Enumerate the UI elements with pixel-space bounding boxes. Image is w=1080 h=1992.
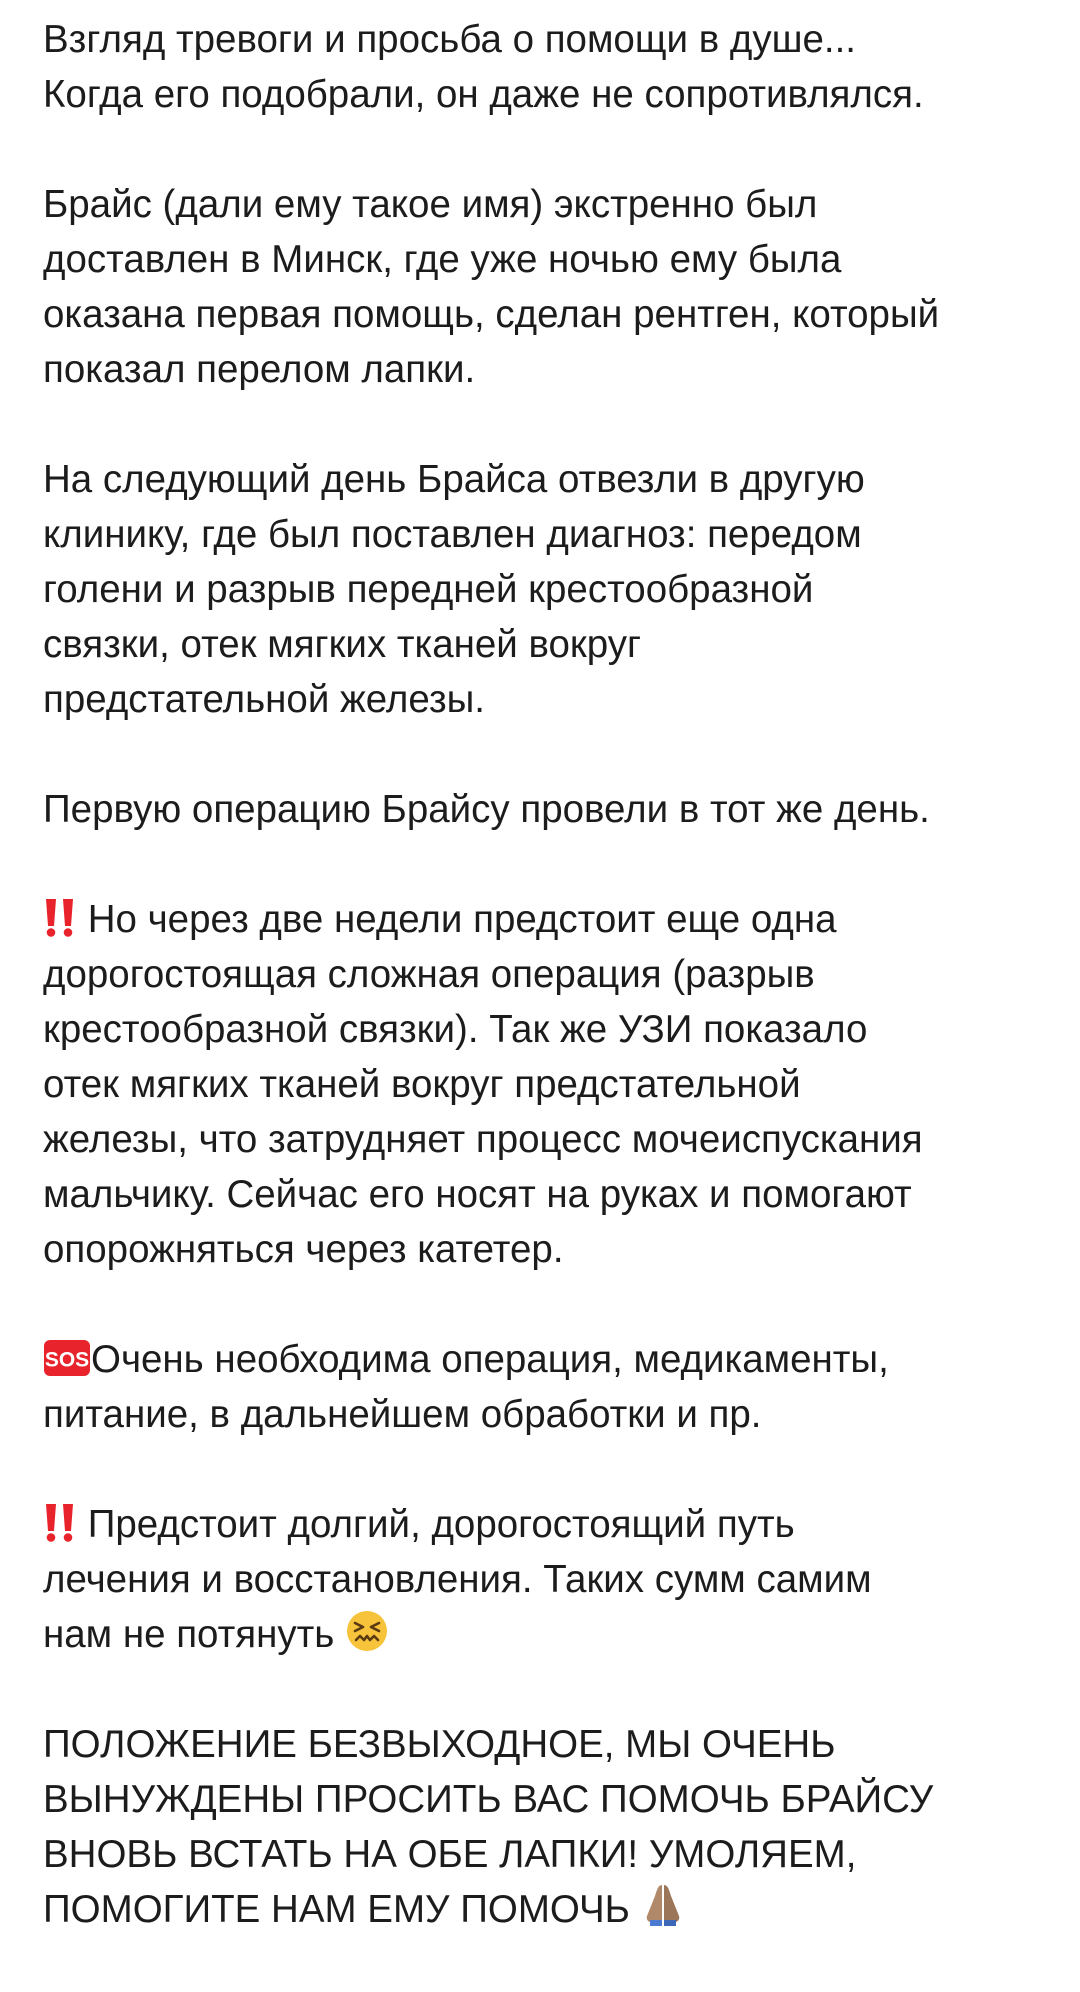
double-exclamation-icon [43, 898, 77, 938]
paragraph [43, 177, 1063, 397]
text-line: ВЫНУЖДЕНЫ ПРОСИТЬ ВАС ПОМОЧЬ БРАЙСУ [43, 1778, 934, 1821]
text-line: SOS Очень необходима операция, медикаменты, [44, 1338, 889, 1381]
text-line: отек мягких тканей вокруг предстательной [43, 1063, 801, 1106]
paragraph [43, 1497, 1063, 1662]
text-line: лечения и восстановления. Таких сумм самим [43, 1558, 872, 1601]
text-line: оказана первая помощь, сделан рентген, который [43, 293, 940, 336]
text-line: питание, в дальнейшем обработки и пр. [43, 1393, 762, 1436]
text-line: Предстоит долгий, дорогостоящий путь [43, 1497, 1063, 1552]
text-line: Когда его подобрали, он даже не сопротивлялся. [43, 73, 924, 116]
text-line: ВНОВЬ ВСТАТЬ НА ОБЕ ЛАПКИ! УМОЛЯЕМ, [43, 1833, 857, 1876]
text-line: ПОМОГИТЕ НАМ ЕМУ ПОМОЧЬ [43, 1882, 1063, 1937]
text-line: опорожняться через катетер. [43, 1228, 564, 1271]
paragraph [43, 1332, 1063, 1442]
paragraph [43, 452, 1063, 727]
folded-hands-icon [641, 1882, 685, 1928]
text-line: Брайс (дали ему такое имя) экстренно был [43, 183, 818, 226]
sos-icon [43, 1338, 91, 1378]
svg-text:SOS: SOS [44, 1348, 90, 1372]
text-line: клинику, где был поставлен диагноз: передом [43, 513, 862, 556]
paragraph [43, 1717, 1063, 1937]
paragraph [43, 782, 1063, 837]
text-line: доставлен в Минск, где уже ночью ему была [43, 238, 842, 281]
text-line: На следующий день Брайса отвезли в другую [43, 458, 865, 501]
double-exclamation-icon [43, 1503, 77, 1543]
paragraph [43, 12, 1063, 122]
confounded-face-icon [345, 1609, 389, 1653]
text-line: дорогостоящая сложная операция (разрыв [43, 953, 815, 996]
text-line: предстательной железы. [43, 678, 485, 721]
text-line: ПОЛОЖЕНИЕ БЕЗВЫХОДНОЕ, МЫ ОЧЕНЬ [43, 1723, 836, 1766]
text-line: Но через две недели предстоит еще одна [43, 892, 1063, 947]
text-line: голени и разрыв передней крестообразной [43, 568, 814, 611]
text-line: Первую операцию Брайсу провели в тот же день. [43, 788, 930, 831]
text-line: нам не потянуть [43, 1607, 1063, 1662]
text-line: крестообразной связки). Так же УЗИ показало [43, 1008, 868, 1051]
text-line: мальчику. Сейчас его носят на руках и помогают [43, 1173, 912, 1216]
post-text [43, 12, 1063, 1992]
paragraph [43, 892, 1063, 1277]
text-line: связки, отек мягких тканей вокруг [43, 623, 642, 666]
text-line: показал перелом лапки. [43, 348, 476, 391]
text-line: Взгляд тревоги и просьба о помощи в душе... [43, 18, 856, 61]
text-line: железы, что затрудняет процесс мочеиспускания [43, 1118, 923, 1161]
